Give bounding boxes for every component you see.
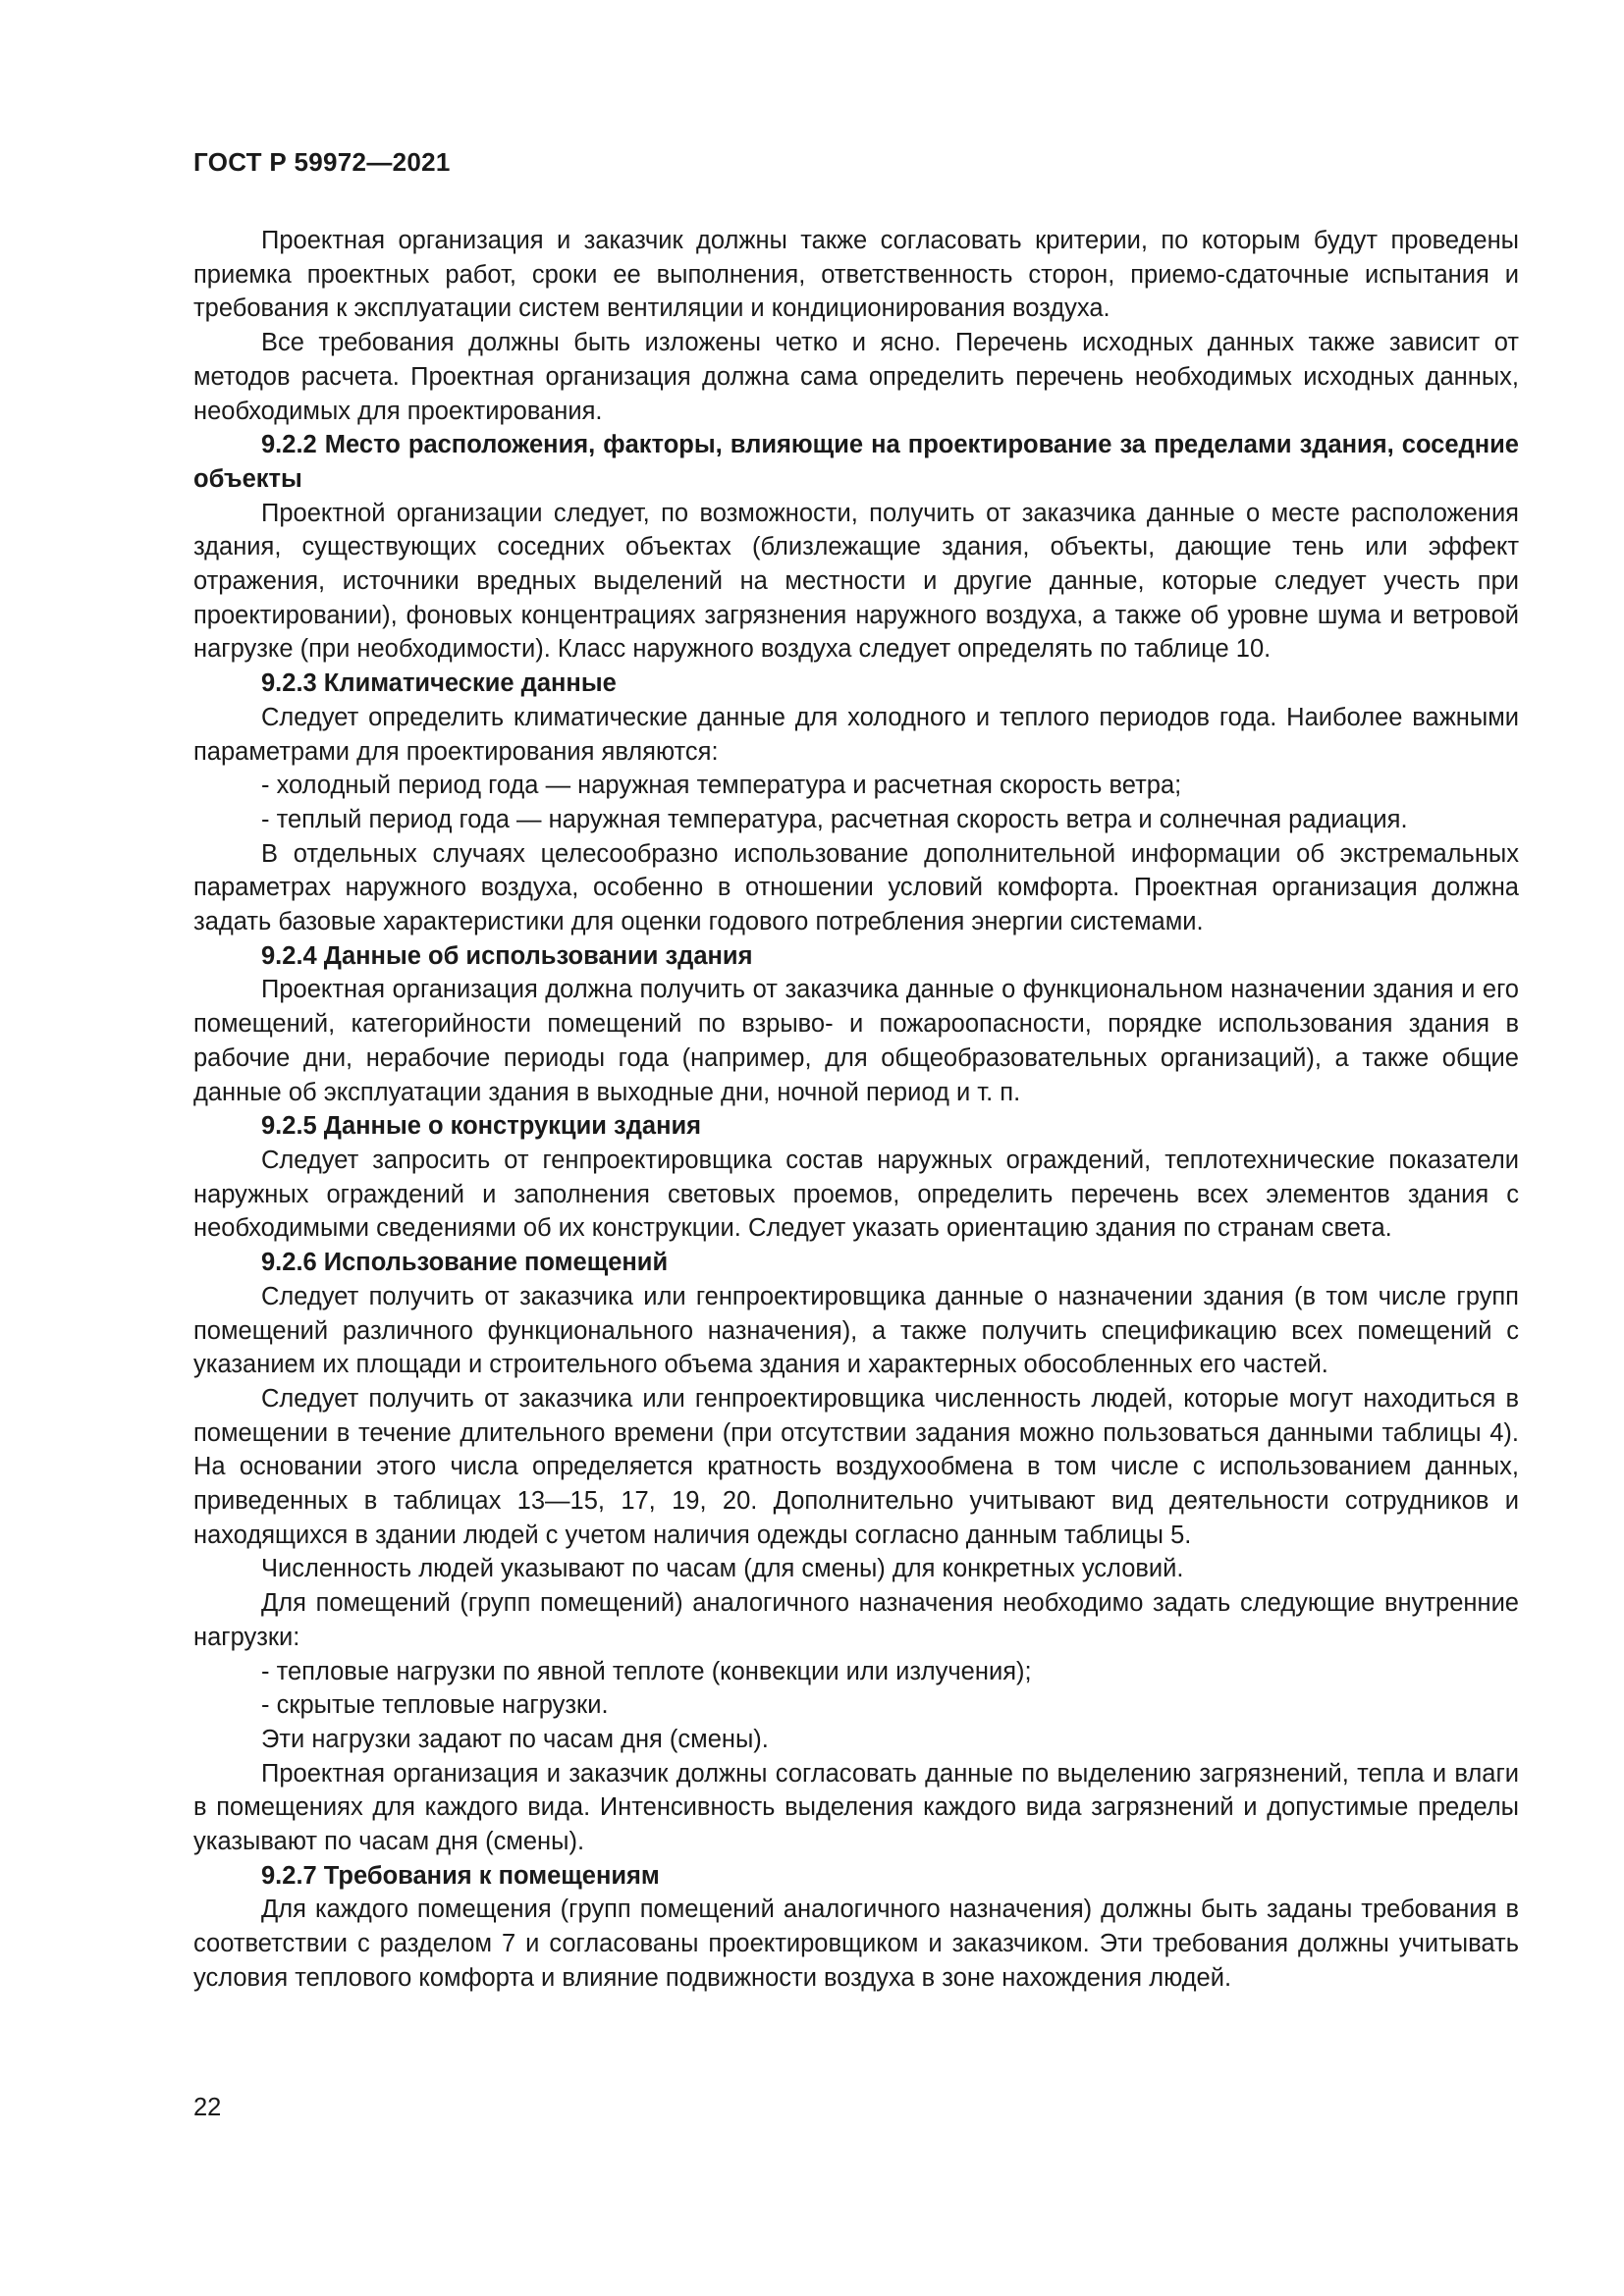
section-heading-9-2-6: 9.2.6 Использование помещений bbox=[261, 1249, 669, 1277]
paragraph: Следует запросить от генпроектировщика состав наружных ограждений, теплотехнические показатели наружных ограждений и заполнения световых проемов, определить перечень всех элементов здания с необходимыми сведениями об их конструкции. Следует указать ориентацию здания по странам света. bbox=[193, 1146, 1519, 1243]
paragraph: Проектная организация и заказчик должны согласовать данные по выделению загрязнений, тепла и влаги в помещениях для каждого вида. Интенсивность выделения каждого вида загрязнений и допустимые пределы указывают по часам дня (смены). bbox=[193, 1759, 1519, 1856]
section-heading-9-2-7: 9.2.7 Требования к помещениям bbox=[261, 1861, 660, 1890]
paragraph: Следует получить от заказчика или генпроектировщика численность людей, которые могут находиться в помещении в течение длительного времени (при отсутствии задания можно пользоваться данными таблицы 4). На основании этого числа определяется кратность воздухообмена в том числе с использованием данных, приведенных в таблицах 13—15, 17, 19, 20. Дополнительно учитывают вид деятельности сотрудников и находящихся в здании людей с учетом наличия одежды согласно данным таблицы 5. bbox=[193, 1384, 1519, 1549]
section-heading-9-2-2: 9.2.2 Место расположения, факторы, влияющие на проектирование за пределами здания, соседние объекты bbox=[193, 431, 1519, 493]
paragraph: Проектная организация должна получить от заказчика данные о функциональном назначении здания и его помещений, категорийности помещений по взрыво- и пожароопасности, порядке использования здания в рабочие дни, нерабочие периоды года (например, для общеобразовательных организаций), а также общие данные об эксплуатации здания в выходные дни, ночной период и т. п. bbox=[193, 976, 1519, 1106]
paragraph: Следует получить от заказчика или генпроектировщика данные о назначении здания (в том числе групп помещений различного функционального назначения), а также получить спецификацию всех помещений с указанием их площади и строительного объема здания и характерных обособленных его частей. bbox=[193, 1282, 1519, 1379]
list-item: - теплый период года — наружная температура, расчетная скорость ветра и солнечная радиация. bbox=[261, 805, 1408, 833]
paragraph: Эти нагрузки задают по часам дня (смены). bbox=[261, 1725, 769, 1753]
list-item: - холодный период года — наружная температура и расчетная скорость ветра; bbox=[261, 772, 1182, 800]
list-item: - тепловые нагрузки по явной теплоте (конвекции или излучения); bbox=[261, 1657, 1032, 1685]
standard-code-header: ГОСТ Р 59972—2021 bbox=[193, 147, 451, 177]
page-number: 22 bbox=[193, 2094, 222, 2121]
document-body bbox=[193, 224, 1519, 1996]
section-heading-9-2-5: 9.2.5 Данные о конструкции здания bbox=[261, 1112, 702, 1141]
paragraph: В отдельных случаях целесообразно использование дополнительной информации об экстремальных параметрах наружного воздуха, особенно в отношении условий комфорта. Проектная организация должна задать базовые характеристики для оценки годового потребления энергии системами. bbox=[193, 839, 1519, 936]
list-item: - скрытые тепловые нагрузки. bbox=[261, 1691, 609, 1720]
paragraph: Численность людей указывают по часам (для смены) для конкретных условий. bbox=[261, 1555, 1184, 1583]
section-heading-9-2-3: 9.2.3 Климатические данные bbox=[261, 669, 617, 698]
paragraph: Для каждого помещения (групп помещений аналогичного назначения) должны быть заданы требования в соответствии с разделом 7 и согласованы проектировщиком и заказчиком. Эти требования должны учитывать условия теплового комфорта и влияние подвижности воздуха в зоне нахождения людей. bbox=[193, 1896, 1519, 1992]
paragraph: Для помещений (групп помещений) аналогичного назначения необходимо задать следующие внутренние нагрузки: bbox=[193, 1589, 1519, 1651]
paragraph: Проектная организация и заказчик должны также согласовать критерии, по которым будут проведены приемка проектных работ, сроки ее выполнения, ответственность сторон, приемо-сдаточные испытания и требования к эксплуатации систем вентиляции и кондиционирования воздуха. bbox=[193, 227, 1519, 323]
paragraph: Следует определить климатические данные для холодного и теплого периодов года. Наиболее важными параметрами для проектирования являются: bbox=[193, 703, 1519, 766]
paragraph: Все требования должны быть изложены четко и ясно. Перечень исходных данных также зависит от методов расчета. Проектная организация должна сама определить перечень необходимых исходных данных, необходимых для проектирования. bbox=[193, 329, 1519, 425]
section-heading-9-2-4: 9.2.4 Данные об использовании здания bbox=[261, 941, 753, 970]
paragraph: Проектной организации следует, по возможности, получить от заказчика данные о месте расположения здания, существующих соседних объектах (близлежащие здания, объекты, дающие тень или эффект отражения, источники вредных выделений на местности и другие данные, которые следует учесть при проектировании), фоновых концентрациях загрязнения наружного воздуха, а также об уровне шума и ветровой нагрузке (при необходимости). Класс наружного воздуха следует определять по таблице 10. bbox=[193, 499, 1519, 664]
